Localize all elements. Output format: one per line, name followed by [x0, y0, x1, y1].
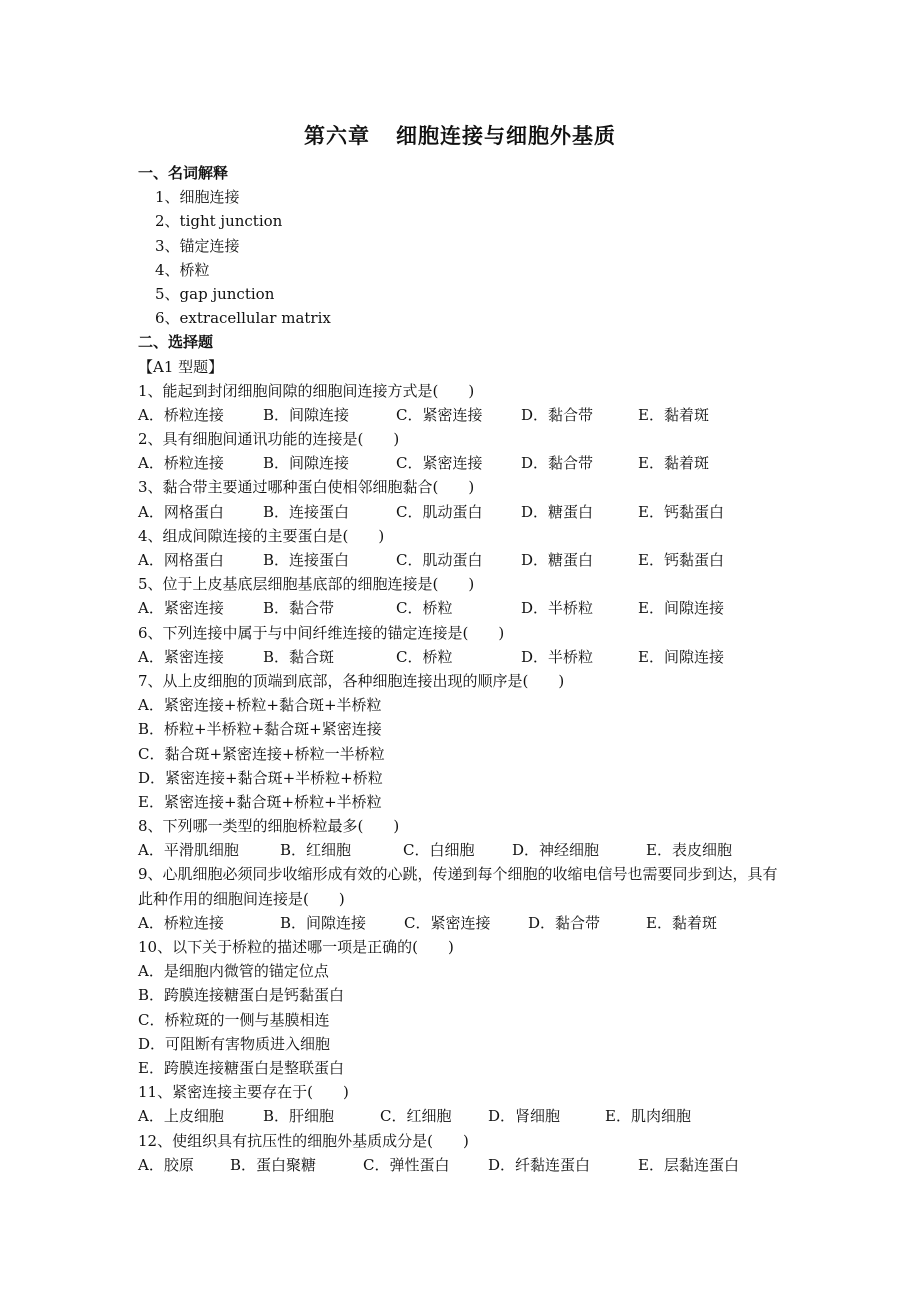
option: A．桥粒连接 [138, 405, 224, 424]
option: B．黏合斑 [263, 647, 335, 666]
options-row [138, 1153, 788, 1177]
option: A．紧密连接+桥粒+黏合斑+半桥粒 [138, 696, 382, 715]
option: E．黏着斑 [638, 454, 709, 473]
section-heading-terms: 一、名词解释 [138, 164, 229, 182]
option: E．肌肉细胞 [605, 1107, 691, 1126]
option: E．表皮细胞 [646, 841, 732, 860]
option: B．蛋白聚糖 [230, 1155, 317, 1174]
option: B．红细胞 [280, 841, 352, 860]
option: E．紧密连接+黏合斑+桥粒+半桥粒 [138, 792, 382, 811]
option: C．肌动蛋白 [396, 502, 483, 521]
option: D．黏合带 [521, 405, 594, 424]
option: B．间隙连接 [280, 913, 367, 932]
option: D．肾细胞 [488, 1107, 561, 1126]
option: B．肝细胞 [263, 1107, 335, 1126]
chapter-number: 第六章 [304, 123, 370, 148]
question-stem: 3、黏合带主要通过哪种蛋白使相邻细胞黏合( ) [138, 478, 475, 497]
option: E．层黏连蛋白 [638, 1155, 739, 1174]
option: A．平滑肌细胞 [138, 841, 239, 860]
option: A．是细胞内微管的锚定位点 [138, 962, 329, 981]
question-stem: 12、使组织具有抗压性的细胞外基质成分是( ) [138, 1131, 469, 1150]
option: C．桥粒 [396, 647, 453, 666]
question-stem: 1、能起到封闭细胞间隙的细胞间连接方式是( ) [138, 381, 475, 400]
options-row [138, 403, 788, 427]
option: A．桥粒连接 [138, 913, 224, 932]
option: D．纤黏连蛋白 [488, 1155, 591, 1174]
options-row [138, 548, 788, 572]
option: B．间隙连接 [263, 454, 350, 473]
question-stem: 5、位于上皮基底层细胞基底部的细胞连接是( ) [138, 575, 475, 594]
chapter-topic: 细胞连接与细胞外基质 [396, 123, 616, 148]
option: B．桥粒+半桥粒+黏合斑+紧密连接 [138, 720, 382, 739]
term-item: 6、extracellular matrix [155, 309, 331, 328]
option: E．黏着斑 [638, 405, 709, 424]
option: B．连接蛋白 [263, 502, 350, 521]
option: D．半桥粒 [521, 599, 594, 618]
option: D．糖蛋白 [521, 551, 594, 569]
option: C．肌动蛋白 [396, 551, 483, 569]
options-row [138, 645, 788, 669]
question-stem: 9、心肌细胞必须同步收缩形成有效的心跳，传递到每个细胞的收缩电信号也需要同步到达，具有此种作用的细胞间连接是( ) [138, 865, 778, 908]
term-item: 3、锚定连接 [155, 236, 240, 255]
option: C．白细胞 [403, 841, 475, 860]
term-item: 4、桥粒 [155, 260, 210, 279]
option: C．紧密连接 [404, 913, 491, 932]
option: C．桥粒斑的一侧与基膜相连 [138, 1010, 330, 1029]
option: D．糖蛋白 [521, 502, 594, 521]
option: C．紧密连接 [396, 454, 483, 473]
question-stem: 8、下列哪一类型的细胞桥粒最多( ) [138, 817, 400, 836]
option: A．胶原 [138, 1155, 194, 1174]
document-body [138, 161, 788, 1177]
option: B．连接蛋白 [263, 551, 350, 569]
option: E．钙黏蛋白 [638, 551, 724, 569]
option: D．黏合带 [521, 454, 594, 473]
question-stem: 11、紧密连接主要存在于( ) [138, 1083, 349, 1102]
question-stem: 4、组成间隙连接的主要蛋白是( ) [138, 526, 385, 545]
option: D．黏合带 [528, 913, 601, 932]
options-row [138, 911, 788, 935]
option: C．红细胞 [380, 1107, 452, 1126]
option: A．紧密连接 [138, 647, 224, 666]
term-item: 1、细胞连接 [155, 188, 240, 207]
option: D．紧密连接+黏合斑+半桥粒+桥粒 [138, 768, 383, 787]
option: E．跨膜连接糖蛋白是整联蛋白 [138, 1058, 344, 1077]
term-item: 2、tight junction [155, 212, 283, 231]
option: B．间隙连接 [263, 405, 350, 424]
option: A．紧密连接 [138, 599, 224, 618]
question-type-label: 【A1 型题】 [138, 357, 224, 376]
question-stem: 10、以下关于桥粒的描述哪一项是正确的( ) [138, 938, 454, 957]
page-title [0, 120, 920, 150]
section-heading-choice: 二、选择题 [138, 333, 214, 352]
term-item: 5、gap junction [155, 284, 275, 303]
option: A．网格蛋白 [138, 551, 224, 569]
option: C．紧密连接 [396, 405, 483, 424]
option: A．上皮细胞 [138, 1107, 224, 1126]
option: E．间隙连接 [638, 647, 724, 666]
options-row [138, 838, 788, 862]
option: D．可阻断有害物质进入细胞 [138, 1034, 331, 1053]
option: D．半桥粒 [521, 647, 594, 666]
options-row [138, 596, 788, 620]
option: E．钙黏蛋白 [638, 502, 724, 521]
option: C．弹性蛋白 [363, 1155, 450, 1174]
options-row [138, 1104, 788, 1128]
options-row [138, 500, 788, 524]
question-stem: 6、下列连接中属于与中间纤维连接的锚定连接是( ) [138, 623, 505, 642]
option: A．桥粒连接 [138, 454, 224, 473]
option: C．桥粒 [396, 599, 453, 618]
option: D．神经细胞 [512, 841, 600, 860]
option: E．黏着斑 [646, 913, 717, 932]
option: E．间隙连接 [638, 599, 724, 618]
option: A．网格蛋白 [138, 502, 224, 521]
options-row [138, 451, 788, 475]
question-stem: 7、从上皮细胞的顶端到底部，各种细胞连接出现的顺序是( ) [138, 671, 565, 690]
option: B．跨膜连接糖蛋白是钙黏蛋白 [138, 986, 345, 1005]
option: B．黏合带 [263, 599, 335, 618]
question-stem: 2、具有细胞间通讯功能的连接是( ) [138, 430, 400, 449]
option: C．黏合斑+紧密连接+桥粒一半桥粒 [138, 744, 385, 763]
